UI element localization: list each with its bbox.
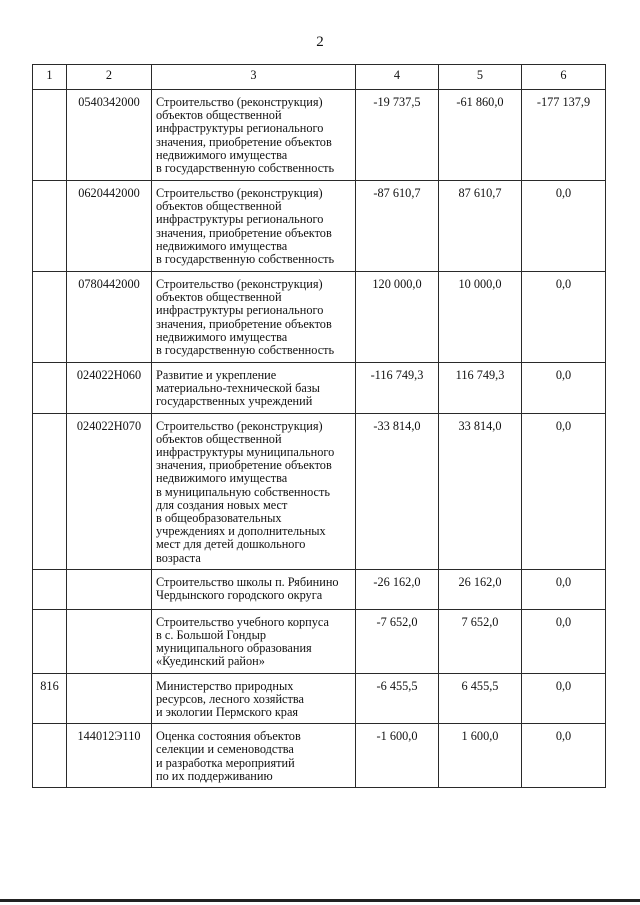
target-code-cell xyxy=(67,673,152,724)
org-code-cell xyxy=(33,90,67,181)
amount-col5-cell: 116 749,3 xyxy=(439,363,522,414)
header-col-4: 4 xyxy=(356,65,439,90)
amount-col6-cell: 0,0 xyxy=(522,413,606,569)
amount-col6-cell: 0,0 xyxy=(522,569,606,609)
amount-col6-cell: 0,0 xyxy=(522,673,606,724)
amount-col4-cell: -7 652,0 xyxy=(356,609,439,673)
expense-name-cell: Строительство (реконструкция) объектов общественной инфраструктуры регионального значения, приобретение объектов недвижимого имущества в государственную собственность xyxy=(152,90,356,181)
amount-col6-cell: 0,0 xyxy=(522,272,606,363)
amount-col4-cell: -1 600,0 xyxy=(356,724,439,788)
expense-name-cell: Развитие и укрепление материально-технической базы государственных учреждений xyxy=(152,363,356,414)
amount-col5-cell: 26 162,0 xyxy=(439,569,522,609)
table-row xyxy=(33,673,606,724)
amount-col6-cell: -177 137,9 xyxy=(522,90,606,181)
header-col-1: 1 xyxy=(33,65,67,90)
header-col-5: 5 xyxy=(439,65,522,90)
target-code-cell: 024022Н070 xyxy=(67,413,152,569)
org-code-cell xyxy=(33,363,67,414)
target-code-cell: 144012Э110 xyxy=(67,724,152,788)
amount-col6-cell: 0,0 xyxy=(522,181,606,272)
amount-col4-cell: 120 000,0 xyxy=(356,272,439,363)
page-bottom-edge xyxy=(0,899,640,902)
expense-name-cell: Министерство природных ресурсов, лесного хозяйства и экологии Пермского края xyxy=(152,673,356,724)
target-code-cell: 0780442000 xyxy=(67,272,152,363)
amount-col4-cell: -19 737,5 xyxy=(356,90,439,181)
amount-col4-cell: -6 455,5 xyxy=(356,673,439,724)
org-code-cell xyxy=(33,609,67,673)
amount-col4-cell: -26 162,0 xyxy=(356,569,439,609)
table-row xyxy=(33,181,606,272)
expense-name-cell: Строительство школы п. Рябинино Чердынского городского округа xyxy=(152,569,356,609)
amount-col5-cell: 10 000,0 xyxy=(439,272,522,363)
header-col-6: 6 xyxy=(522,65,606,90)
table-row xyxy=(33,609,606,673)
amount-col5-cell: -61 860,0 xyxy=(439,90,522,181)
table-header-row xyxy=(33,65,606,90)
amount-col6-cell: 0,0 xyxy=(522,724,606,788)
org-code-cell xyxy=(33,569,67,609)
expense-name-cell: Оценка состояния объектов селекции и семеноводства и разработка мероприятий по их поддерживанию xyxy=(152,724,356,788)
table-row xyxy=(33,363,606,414)
amount-col5-cell: 1 600,0 xyxy=(439,724,522,788)
table-row xyxy=(33,569,606,609)
amount-col4-cell: -87 610,7 xyxy=(356,181,439,272)
amount-col6-cell: 0,0 xyxy=(522,609,606,673)
amount-col5-cell: 6 455,5 xyxy=(439,673,522,724)
expense-name-cell: Строительство (реконструкция) объектов общественной инфраструктуры муниципального значения, приобретение объектов недвижимого имущества в муниципальную собственность для создания новых мест в общеобразовательных учреждениях и дополнительных мест для детей дошкольного возраста xyxy=(152,413,356,569)
table-row xyxy=(33,272,606,363)
org-code-cell: 816 xyxy=(33,673,67,724)
amount-col6-cell: 0,0 xyxy=(522,363,606,414)
table-row xyxy=(33,724,606,788)
amount-col5-cell: 33 814,0 xyxy=(439,413,522,569)
org-code-cell xyxy=(33,724,67,788)
target-code-cell xyxy=(67,609,152,673)
header-col-3: 3 xyxy=(152,65,356,90)
target-code-cell: 0540342000 xyxy=(67,90,152,181)
org-code-cell xyxy=(33,272,67,363)
table-body xyxy=(33,90,606,788)
amount-col5-cell: 87 610,7 xyxy=(439,181,522,272)
expense-name-cell: Строительство (реконструкция) объектов общественной инфраструктуры регионального значения, приобретение объектов недвижимого имущества в государственную собственность xyxy=(152,181,356,272)
amount-col5-cell: 7 652,0 xyxy=(439,609,522,673)
table-row xyxy=(33,413,606,569)
target-code-cell: 0620442000 xyxy=(67,181,152,272)
table-row xyxy=(33,90,606,181)
header-col-2: 2 xyxy=(67,65,152,90)
amount-col4-cell: -33 814,0 xyxy=(356,413,439,569)
target-code-cell xyxy=(67,569,152,609)
expense-name-cell: Строительство (реконструкция) объектов общественной инфраструктуры регионального значения, приобретение объектов недвижимого имущества в государственную собственность xyxy=(152,272,356,363)
amount-col4-cell: -116 749,3 xyxy=(356,363,439,414)
org-code-cell xyxy=(33,181,67,272)
target-code-cell: 024022Н060 xyxy=(67,363,152,414)
page-number: 2 xyxy=(316,34,324,50)
budget-table xyxy=(32,64,606,788)
expense-name-cell: Строительство учебного корпуса в с. Большой Гондыр муниципального образования «Куединский район» xyxy=(152,609,356,673)
org-code-cell xyxy=(33,413,67,569)
